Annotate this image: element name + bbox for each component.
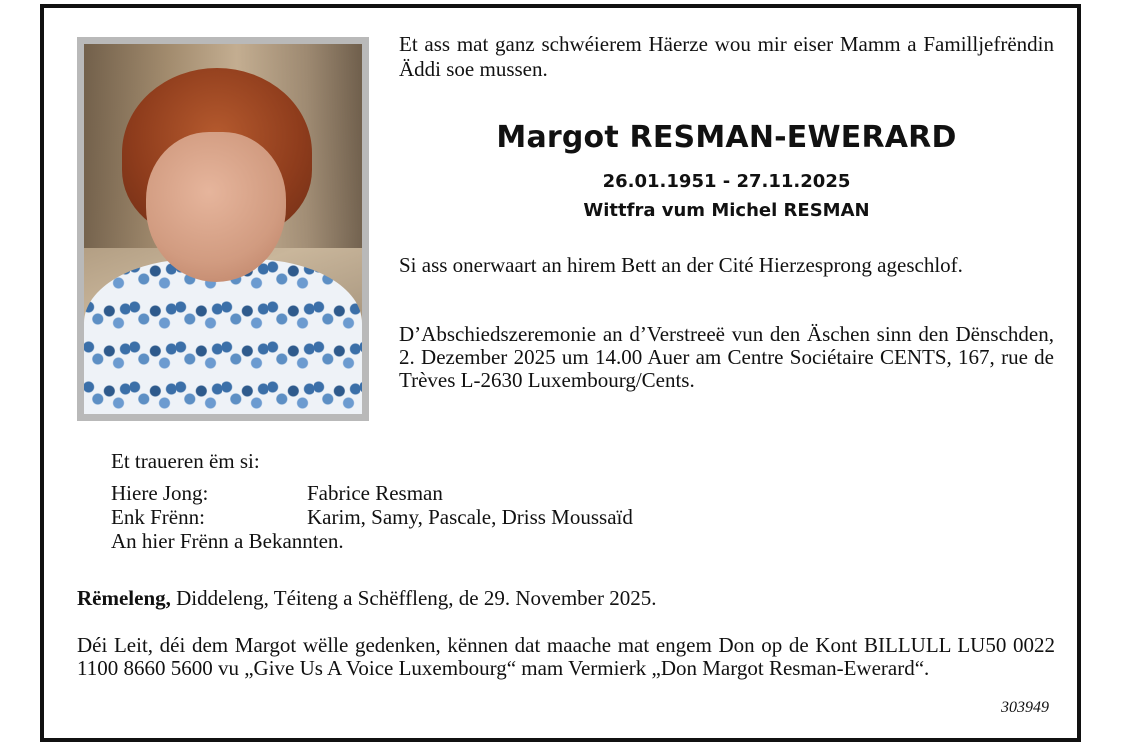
deceased-name: Margot RESMAN-EWERARD [496,120,957,155]
mourner-row [111,505,633,530]
ceremony-paragraph: D’Abschiedszeremonie an d’Verstreeë vun den Äschen sinn den Dënschden, 2. Dezember 2025 um 14.00 Auer am Centre Sociétaire CENTS, 167, rue de Trèves L-2630 Luxembourg/Cents. [399,322,1054,392]
death-paragraph: Si ass onerwaart an hirem Bett an der Cité Hierzesprong ageschlof. [399,253,963,277]
intro-text: Et ass mat ganz schwéierem Häerze wou mir eiser Mamm a Familljefrëndin Äddi soe mussen. [399,32,1054,81]
mourners-title: Et traueren ëm si: [111,449,260,473]
mourner-row [111,481,443,506]
donation-text: Déi Leit, déi dem Margot wëlle gedenken, kënnen dat maache mat engem Don op de Kont BILLULL LU50 0022 1100 8660 5600 vu „Give Us A Voice Luxembourg“ mam Vermierk „Don Margot Resman-Ewerard“. [77,633,1055,680]
widow-of: Wittfra vum Michel RESMAN [583,200,870,221]
reference-number: 303949 [1001,699,1049,716]
life-dates: 26.01.1951 - 27.11.2025 [602,171,851,192]
mourner-value: Fabrice Resman [307,481,443,505]
mourners-closing: An hier Frënn a Bekannten. [111,529,344,553]
place-rest: Diddeleng, Téiteng a Schëffleng, de 29. November 2025. [170,586,657,610]
mourner-label: Hiere Jong: [111,481,209,505]
mourner-value: Karim, Samy, Pascale, Driss Moussaïd [307,505,633,529]
portrait-image [84,44,362,414]
portrait-photo [77,37,369,421]
obituary-frame [40,4,1081,742]
place-bold: Rëmeleng, [77,586,171,610]
mourner-label: Enk Frënn: [111,505,205,529]
place-date-line [77,586,657,611]
